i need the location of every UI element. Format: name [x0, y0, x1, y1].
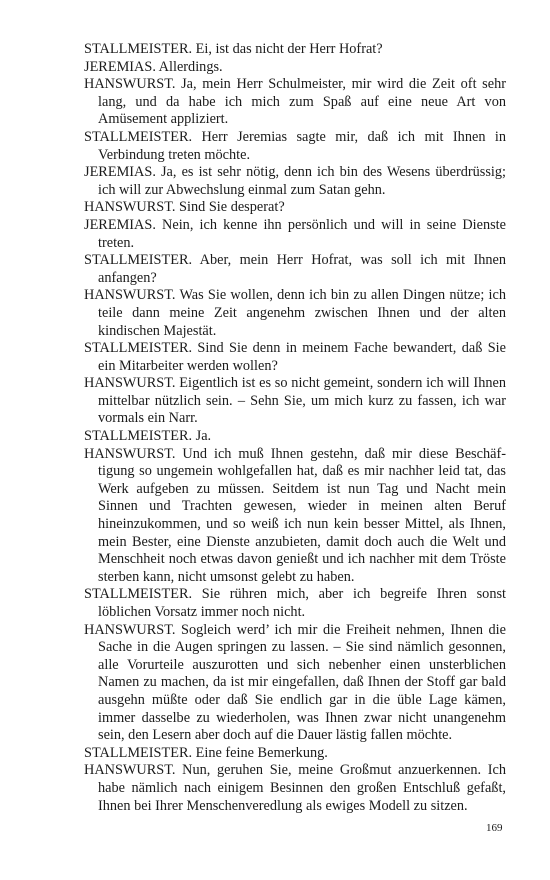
dialogue-line: HANSWURST. Nun, geruhen Sie, meine Großmut anzuerkennen. Ich habe nämlich nach einigem Besinnen den großen Entschluß gefaßt, Ihnen bei Ihrer Menschenveredlung als ewiges Modell zu sitzen.	[84, 762, 506, 814]
dialogue-line: HANSWURST. Ja, mein Herr Schulmeister, mir wird die Zeit oft sehr lang, und da habe ich mich zum Spaß auf eine neue Art von Amüsement appliziert.	[84, 76, 506, 128]
page-number: 169	[486, 822, 503, 834]
dialogue-line: JEREMIAS. Nein, ich kenne ihn persönlich und will in seine Dienste treten.	[84, 216, 506, 251]
dialogue-line: STALLMEISTER. Eine feine Bemerkung.	[84, 744, 328, 761]
dialogue-line: JEREMIAS. Ja, es ist sehr nötig, denn ich bin des Wesens überdrüssig; ich will zur Abwechslung einmal zum Satan gehn.	[84, 164, 506, 198]
dialogue-line: STALLMEISTER. Sind Sie denn in meinem Fache bewandert, daß Sie ein Mitarbeiter werden wollen?	[84, 340, 506, 374]
dialogue-line: HANSWURST. Sind Sie desperat?	[84, 199, 285, 216]
dialogue-line: STALLMEISTER. Ja.	[84, 428, 212, 445]
dialogue-line: JEREMIAS. Allerdings.	[84, 58, 223, 75]
dialogue-line: HANSWURST. Sogleich werd’ ich mir die Freiheit nehmen, Ihnen die Sache in die Augen springen zu lassen. – Sie sind nämlich gesonnen, alle Vorurteile auszurotten und sich nebenher einen unsterblichen Namen zu machen, da ist mir eingefallen, daß Ihnen der Stoff gar bald ausgehn müßte oder daß Sie endlich gar in die üble Lage kämen, immer dasselbe zu wiederholen, was Ihnen zwar nicht unangenehm sein, den Lesern aber doch auf die Dauer lästig fallen möchte.	[84, 621, 506, 744]
dialogue-line: STALLMEISTER. Sie rühren mich, aber ich begreife Ihren sonst löblichen Vorsatz immer noch nicht.	[84, 586, 506, 620]
dialogue-line: STALLMEISTER. Aber, mein Herr Hofrat, was soll ich mit Ihnen anfangen?	[84, 252, 506, 286]
dialogue-line: HANSWURST. Und ich muß Ihnen gestehn, daß mir diese Beschäftigung so ungemein wohlgefallen hat, daß es mir nachher leid tat, das Werk aufgeben zu müssen. Seitdem ist nun Tag und Nacht mein Sinnen und Trachten gewesen, wieder in meinen alten Beruf hineinzukommen, und so weiß ich nun kein besser Mittel, als Ihnen, mein Bester, eine Dienste anzubieten, damit doch auch die Welt und Menschheit noch etwas davon genießt und ich nachher mit dem Tröste sterben kann, nicht umsonst gelebt zu haben.	[84, 445, 506, 585]
dialogue-line: STALLMEISTER. Herr Jeremias sagte mir, daß ich mit Ihnen in Verbindung treten möchte.	[84, 128, 506, 163]
dialogue-line: HANSWURST. Was Sie wollen, denn ich bin zu allen Dingen nütze; ich teile dann meine Zeit angenehm zwischen Ihnen und der alten kindischen Majestät.	[84, 287, 506, 339]
dialogue-line: HANSWURST. Eigentlich ist es so nicht gemeint, sondern ich will Ihnen mittelbar nützlich sein. – Sehn Sie, um mich kurz zu fassen, ich war vormals ein Narr.	[84, 375, 506, 427]
dialogue-text	[84, 41, 506, 815]
dialogue-line: STALLMEISTER. Ei, ist das nicht der Herr Hofrat?	[84, 41, 383, 57]
